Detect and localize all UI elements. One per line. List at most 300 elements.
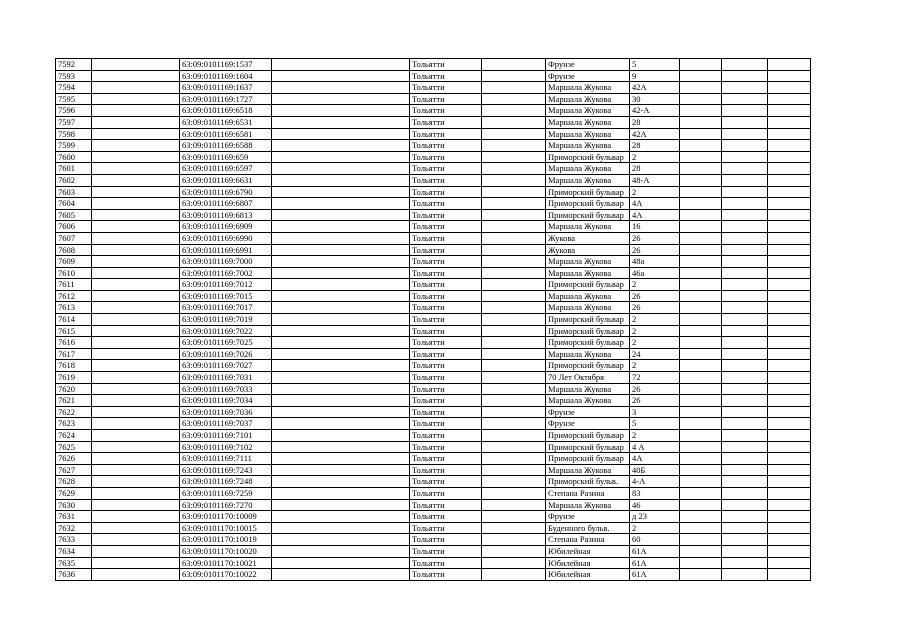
empty-cell	[768, 70, 811, 82]
city-cell: Тольятти	[410, 383, 482, 395]
empty-cell	[272, 186, 410, 198]
empty-cell	[722, 267, 768, 279]
empty-cell	[92, 534, 180, 546]
table-row	[56, 464, 811, 476]
empty-cell	[272, 383, 410, 395]
empty-cell	[482, 302, 546, 314]
empty-cell	[92, 279, 180, 291]
house-number-cell: 28	[630, 163, 680, 175]
street-cell: Маршала Жукова	[546, 395, 630, 407]
street-cell: Фрунзе	[546, 70, 630, 82]
empty-cell	[680, 476, 722, 488]
empty-cell	[722, 360, 768, 372]
table-row	[56, 70, 811, 82]
empty-cell	[272, 93, 410, 105]
empty-cell	[680, 383, 722, 395]
empty-cell	[680, 430, 722, 442]
empty-cell	[768, 545, 811, 557]
empty-cell	[680, 198, 722, 210]
cadastral-number-cell: 63:09:0101169:7102	[180, 441, 272, 453]
street-cell: Приморский бульвар	[546, 198, 630, 210]
empty-cell	[92, 256, 180, 268]
house-number-cell: д 23	[630, 511, 680, 523]
city-cell: Тольятти	[410, 418, 482, 430]
empty-cell	[92, 372, 180, 384]
empty-cell	[768, 337, 811, 349]
empty-cell	[722, 545, 768, 557]
empty-cell	[768, 569, 811, 581]
row-number-cell: 7624	[56, 430, 92, 442]
cadastral-number-cell: 63:09:0101169:1604	[180, 70, 272, 82]
city-cell: Тольятти	[410, 522, 482, 534]
empty-cell	[768, 151, 811, 163]
empty-cell	[482, 221, 546, 233]
city-cell: Тольятти	[410, 163, 482, 175]
house-number-cell: 4-А	[630, 476, 680, 488]
empty-cell	[482, 325, 546, 337]
empty-cell	[722, 337, 768, 349]
empty-cell	[768, 557, 811, 569]
street-cell: Маршала Жукова	[546, 302, 630, 314]
empty-cell	[722, 372, 768, 384]
empty-cell	[680, 325, 722, 337]
cadastral-number-cell: 63:09:0101169:7017	[180, 302, 272, 314]
street-cell: Маршала Жукова	[546, 499, 630, 511]
city-cell: Тольятти	[410, 70, 482, 82]
empty-cell	[482, 174, 546, 186]
city-cell: Тольятти	[410, 511, 482, 523]
city-cell: Тольятти	[410, 198, 482, 210]
empty-cell	[722, 441, 768, 453]
empty-cell	[722, 279, 768, 291]
empty-cell	[680, 453, 722, 465]
empty-cell	[680, 116, 722, 128]
cadastral-number-cell: 63:09:0101169:6807	[180, 198, 272, 210]
street-cell: Маршала Жукова	[546, 221, 630, 233]
row-number-cell: 7612	[56, 290, 92, 302]
empty-cell	[482, 337, 546, 349]
table-row	[56, 267, 811, 279]
empty-cell	[272, 267, 410, 279]
city-cell: Тольятти	[410, 116, 482, 128]
cadastral-number-cell: 63:09:0101169:7031	[180, 372, 272, 384]
street-cell: Юбилейная	[546, 557, 630, 569]
table-row	[56, 151, 811, 163]
row-number-cell: 7594	[56, 82, 92, 94]
city-cell: Тольятти	[410, 545, 482, 557]
table-row	[56, 105, 811, 117]
empty-cell	[768, 59, 811, 71]
empty-cell	[768, 290, 811, 302]
city-cell: Тольятти	[410, 244, 482, 256]
empty-cell	[768, 140, 811, 152]
street-cell: Маршала Жукова	[546, 163, 630, 175]
empty-cell	[92, 418, 180, 430]
empty-cell	[92, 232, 180, 244]
row-number-cell: 7626	[56, 453, 92, 465]
empty-cell	[722, 290, 768, 302]
street-cell: Приморский бульвар	[546, 441, 630, 453]
empty-cell	[92, 151, 180, 163]
street-cell: Юбилейная	[546, 545, 630, 557]
empty-cell	[680, 140, 722, 152]
empty-cell	[482, 244, 546, 256]
row-number-cell: 7621	[56, 395, 92, 407]
cadastral-number-cell: 63:09:0101169:7026	[180, 348, 272, 360]
street-cell: Маршала Жукова	[546, 128, 630, 140]
table-row	[56, 140, 811, 152]
table-row	[56, 557, 811, 569]
empty-cell	[272, 534, 410, 546]
empty-cell	[768, 221, 811, 233]
empty-cell	[482, 314, 546, 326]
house-number-cell: 2	[630, 337, 680, 349]
city-cell: Тольятти	[410, 464, 482, 476]
table-row	[56, 441, 811, 453]
empty-cell	[482, 441, 546, 453]
cadastral-number-cell: 63:09:0101169:7111	[180, 453, 272, 465]
cadastral-number-cell: 63:09:0101170:10021	[180, 557, 272, 569]
empty-cell	[680, 406, 722, 418]
empty-cell	[680, 522, 722, 534]
empty-cell	[768, 93, 811, 105]
house-number-cell: 9	[630, 70, 680, 82]
empty-cell	[722, 430, 768, 442]
records-table	[55, 58, 811, 581]
street-cell: Маршала Жукова	[546, 256, 630, 268]
cadastral-number-cell: 63:09:0101170:10019	[180, 534, 272, 546]
empty-cell	[272, 464, 410, 476]
row-number-cell: 7611	[56, 279, 92, 291]
empty-cell	[92, 128, 180, 140]
empty-cell	[722, 151, 768, 163]
empty-cell	[272, 232, 410, 244]
street-cell: Приморский бульвар	[546, 209, 630, 221]
house-number-cell: 26	[630, 383, 680, 395]
empty-cell	[272, 395, 410, 407]
empty-cell	[680, 441, 722, 453]
table-row	[56, 569, 811, 581]
row-number-cell: 7630	[56, 499, 92, 511]
empty-cell	[722, 302, 768, 314]
table-body	[56, 59, 811, 581]
empty-cell	[92, 395, 180, 407]
city-cell: Тольятти	[410, 569, 482, 581]
house-number-cell: 61А	[630, 545, 680, 557]
city-cell: Тольятти	[410, 59, 482, 71]
empty-cell	[680, 256, 722, 268]
empty-cell	[482, 209, 546, 221]
house-number-cell: 16	[630, 221, 680, 233]
empty-cell	[722, 534, 768, 546]
city-cell: Тольятти	[410, 221, 482, 233]
empty-cell	[680, 70, 722, 82]
empty-cell	[722, 511, 768, 523]
city-cell: Тольятти	[410, 337, 482, 349]
empty-cell	[482, 279, 546, 291]
cadastral-number-cell: 63:09:0101169:1537	[180, 59, 272, 71]
table-row	[56, 290, 811, 302]
city-cell: Тольятти	[410, 499, 482, 511]
empty-cell	[680, 82, 722, 94]
row-number-cell: 7604	[56, 198, 92, 210]
empty-cell	[272, 256, 410, 268]
empty-cell	[680, 534, 722, 546]
street-cell: Приморский бульвар	[546, 314, 630, 326]
row-number-cell: 7607	[56, 232, 92, 244]
empty-cell	[680, 314, 722, 326]
empty-cell	[92, 406, 180, 418]
empty-cell	[768, 314, 811, 326]
empty-cell	[92, 499, 180, 511]
empty-cell	[482, 186, 546, 198]
empty-cell	[722, 140, 768, 152]
empty-cell	[92, 174, 180, 186]
empty-cell	[92, 290, 180, 302]
empty-cell	[272, 545, 410, 557]
city-cell: Тольятти	[410, 453, 482, 465]
cadastral-number-cell: 63:09:0101170:10009	[180, 511, 272, 523]
table-row	[56, 221, 811, 233]
empty-cell	[768, 232, 811, 244]
empty-cell	[722, 82, 768, 94]
street-cell: Приморский бульвар	[546, 337, 630, 349]
street-cell: Фрунзе	[546, 59, 630, 71]
empty-cell	[482, 406, 546, 418]
house-number-cell: 5	[630, 59, 680, 71]
street-cell: Приморский бульвар	[546, 151, 630, 163]
empty-cell	[92, 325, 180, 337]
empty-cell	[482, 522, 546, 534]
table-row	[56, 545, 811, 557]
empty-cell	[722, 325, 768, 337]
house-number-cell: 2	[630, 430, 680, 442]
table-row	[56, 116, 811, 128]
table-row	[56, 174, 811, 186]
empty-cell	[768, 348, 811, 360]
street-cell: Маршала Жукова	[546, 82, 630, 94]
street-cell: Фрунзе	[546, 406, 630, 418]
table-row	[56, 256, 811, 268]
city-cell: Тольятти	[410, 186, 482, 198]
empty-cell	[482, 569, 546, 581]
empty-cell	[92, 464, 180, 476]
empty-cell	[92, 360, 180, 372]
empty-cell	[92, 116, 180, 128]
city-cell: Тольятти	[410, 232, 482, 244]
empty-cell	[680, 487, 722, 499]
row-number-cell: 7623	[56, 418, 92, 430]
city-cell: Тольятти	[410, 302, 482, 314]
empty-cell	[768, 82, 811, 94]
city-cell: Тольятти	[410, 372, 482, 384]
table-row	[56, 511, 811, 523]
empty-cell	[92, 267, 180, 279]
city-cell: Тольятти	[410, 476, 482, 488]
city-cell: Тольятти	[410, 174, 482, 186]
house-number-cell: 42А	[630, 82, 680, 94]
empty-cell	[92, 163, 180, 175]
empty-cell	[680, 557, 722, 569]
cadastral-number-cell: 63:09:0101169:7243	[180, 464, 272, 476]
street-cell: Степана Разина	[546, 487, 630, 499]
empty-cell	[272, 372, 410, 384]
empty-cell	[680, 348, 722, 360]
empty-cell	[680, 279, 722, 291]
cadastral-number-cell: 63:09:0101169:6813	[180, 209, 272, 221]
row-number-cell: 7627	[56, 464, 92, 476]
empty-cell	[722, 256, 768, 268]
street-cell: Приморский бульвар	[546, 360, 630, 372]
street-cell: Приморский бульвар	[546, 186, 630, 198]
city-cell: Тольятти	[410, 395, 482, 407]
row-number-cell: 7609	[56, 256, 92, 268]
empty-cell	[722, 244, 768, 256]
row-number-cell: 7606	[56, 221, 92, 233]
empty-cell	[272, 70, 410, 82]
row-number-cell: 7615	[56, 325, 92, 337]
street-cell: Буденного бульв.	[546, 522, 630, 534]
empty-cell	[92, 221, 180, 233]
row-number-cell: 7636	[56, 569, 92, 581]
table-row	[56, 337, 811, 349]
house-number-cell: 83	[630, 487, 680, 499]
empty-cell	[92, 383, 180, 395]
row-number-cell: 7614	[56, 314, 92, 326]
empty-cell	[722, 198, 768, 210]
house-number-cell: 60	[630, 534, 680, 546]
empty-cell	[272, 244, 410, 256]
empty-cell	[482, 383, 546, 395]
street-cell: Приморский бульвар	[546, 325, 630, 337]
row-number-cell: 7597	[56, 116, 92, 128]
empty-cell	[722, 186, 768, 198]
empty-cell	[722, 209, 768, 221]
empty-cell	[482, 151, 546, 163]
empty-cell	[680, 360, 722, 372]
empty-cell	[680, 93, 722, 105]
table-row	[56, 476, 811, 488]
empty-cell	[482, 128, 546, 140]
row-number-cell: 7592	[56, 59, 92, 71]
house-number-cell: 48-А	[630, 174, 680, 186]
empty-cell	[482, 511, 546, 523]
house-number-cell: 2	[630, 314, 680, 326]
empty-cell	[722, 557, 768, 569]
empty-cell	[680, 302, 722, 314]
table-row	[56, 430, 811, 442]
street-cell: Приморский бульвар	[546, 279, 630, 291]
empty-cell	[272, 290, 410, 302]
city-cell: Тольятти	[410, 290, 482, 302]
empty-cell	[272, 221, 410, 233]
empty-cell	[92, 569, 180, 581]
empty-cell	[680, 464, 722, 476]
empty-cell	[768, 267, 811, 279]
row-number-cell: 7618	[56, 360, 92, 372]
house-number-cell: 4А	[630, 453, 680, 465]
street-cell: Маршала Жукова	[546, 464, 630, 476]
cadastral-number-cell: 63:09:0101169:7012	[180, 279, 272, 291]
row-number-cell: 7601	[56, 163, 92, 175]
empty-cell	[92, 82, 180, 94]
cadastral-number-cell: 63:09:0101170:10015	[180, 522, 272, 534]
row-number-cell: 7608	[56, 244, 92, 256]
house-number-cell: 28	[630, 140, 680, 152]
cadastral-number-cell: 63:09:0101170:10020	[180, 545, 272, 557]
empty-cell	[272, 418, 410, 430]
empty-cell	[722, 406, 768, 418]
empty-cell	[768, 534, 811, 546]
row-number-cell: 7620	[56, 383, 92, 395]
empty-cell	[768, 174, 811, 186]
table-row	[56, 395, 811, 407]
empty-cell	[272, 105, 410, 117]
empty-cell	[92, 337, 180, 349]
empty-cell	[272, 151, 410, 163]
empty-cell	[482, 348, 546, 360]
empty-cell	[768, 476, 811, 488]
empty-cell	[722, 522, 768, 534]
empty-cell	[482, 499, 546, 511]
empty-cell	[482, 395, 546, 407]
house-number-cell: 42-А	[630, 105, 680, 117]
row-number-cell: 7635	[56, 557, 92, 569]
street-cell: Маршала Жукова	[546, 383, 630, 395]
city-cell: Тольятти	[410, 128, 482, 140]
house-number-cell: 48а	[630, 256, 680, 268]
empty-cell	[272, 430, 410, 442]
house-number-cell: 4А	[630, 209, 680, 221]
row-number-cell: 7633	[56, 534, 92, 546]
empty-cell	[680, 209, 722, 221]
cadastral-number-cell: 63:09:0101169:6581	[180, 128, 272, 140]
empty-cell	[722, 93, 768, 105]
empty-cell	[482, 453, 546, 465]
empty-cell	[482, 256, 546, 268]
house-number-cell: 46а	[630, 267, 680, 279]
house-number-cell: 24	[630, 348, 680, 360]
empty-cell	[768, 128, 811, 140]
house-number-cell: 2	[630, 151, 680, 163]
empty-cell	[482, 232, 546, 244]
street-cell: Маршала Жукова	[546, 348, 630, 360]
house-number-cell: 2	[630, 186, 680, 198]
house-number-cell: 2	[630, 360, 680, 372]
cadastral-number-cell: 63:09:0101169:6631	[180, 174, 272, 186]
cadastral-number-cell: 63:09:0101169:659	[180, 151, 272, 163]
cadastral-number-cell: 63:09:0101169:6518	[180, 105, 272, 117]
street-cell: Жукова	[546, 232, 630, 244]
city-cell: Тольятти	[410, 93, 482, 105]
empty-cell	[482, 82, 546, 94]
city-cell: Тольятти	[410, 105, 482, 117]
empty-cell	[92, 441, 180, 453]
empty-cell	[680, 151, 722, 163]
cadastral-number-cell: 63:09:0101169:6790	[180, 186, 272, 198]
house-number-cell: 26	[630, 244, 680, 256]
street-cell: Приморский бульв.	[546, 476, 630, 488]
empty-cell	[680, 290, 722, 302]
empty-cell	[272, 116, 410, 128]
table-row	[56, 383, 811, 395]
empty-cell	[722, 383, 768, 395]
house-number-cell: 28	[630, 116, 680, 128]
empty-cell	[482, 105, 546, 117]
city-cell: Тольятти	[410, 256, 482, 268]
table-row	[56, 534, 811, 546]
table-row	[56, 360, 811, 372]
